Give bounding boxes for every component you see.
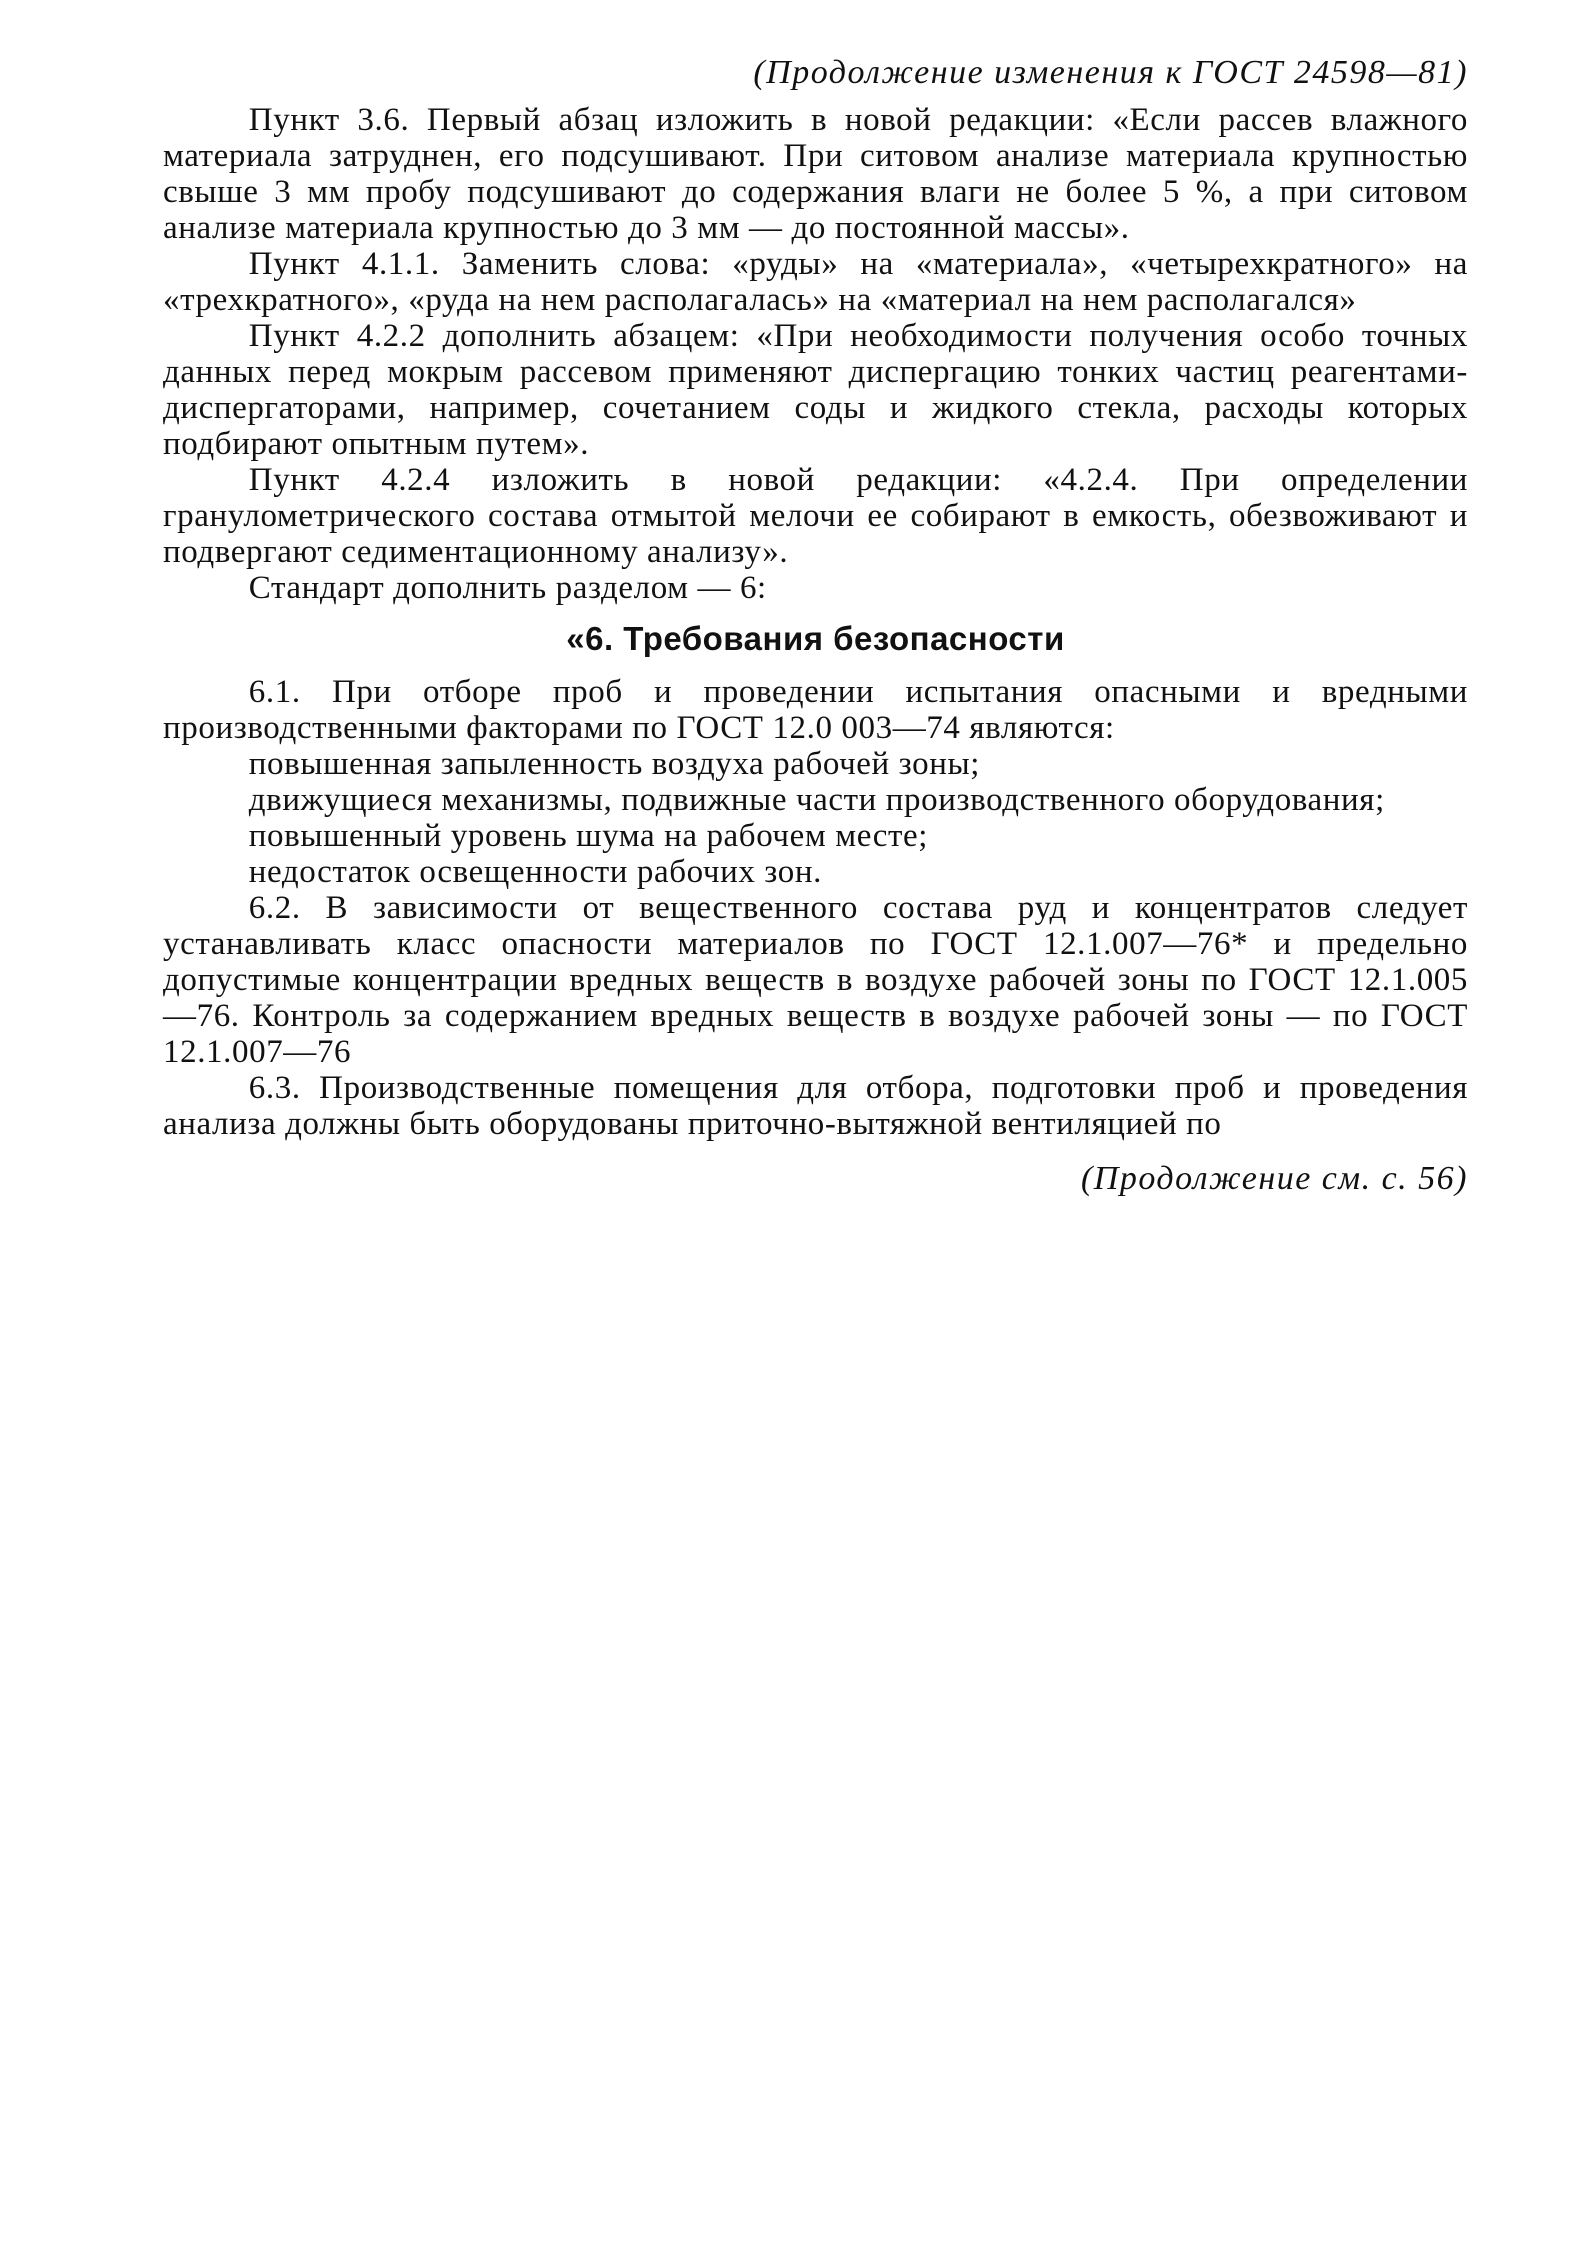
running-header: (Продолжение изменения к ГОСТ 24598—81) xyxy=(753,54,1468,91)
list-item: повышенная запыленность воздуха рабочей зоны; xyxy=(248,746,980,782)
document-page xyxy=(163,50,1468,1202)
paragraph-6-1: 6.1. При отборе проб и проведении испытания опасными и вредными производственными факторами по ГОСТ 12.0 003—74 являются: xyxy=(163,674,1468,746)
paragraph-6-2: 6.2. В зависимости от вещественного состава руд и концентратов следует устанавливать класс опасности материалов по ГОСТ 12.1.007—76* и предельно допустимые концентрации вредных веществ в воздухе рабочей зоны по ГОСТ 12.1.005—76. Контроль за содержанием вредных веществ в воздухе рабочей зоны — по ГОСТ 12.1.007—76 xyxy=(163,890,1468,1070)
list-item: движущиеся механизмы, подвижные части производственного оборудования; xyxy=(248,782,1385,818)
paragraph-4-2-2: Пункт 4.2.2 дополнить абзацем: «При необходимости получения особо точных данных перед мокрым рассевом применяют диспергацию тонких частиц реагентами-диспергаторами, например, сочетанием соды и жидкого стекла, расходы которых подбирают опытным путем». xyxy=(163,318,1468,462)
paragraph-4-1-1: Пункт 4.1.1. Заменить слова: «руды» на «материала», «четырехкратного» на «трехкратного», «руда на нем располагалась» на «материал на нем располагался» xyxy=(163,246,1468,318)
paragraph-section-addition: Стандарт дополнить разделом — 6: xyxy=(248,570,767,606)
list-item: недостаток освещенности рабочих зон. xyxy=(248,854,822,890)
section-title: «6. Требования безопасности xyxy=(566,620,1065,657)
paragraph-3-6: Пункт 3.6. Первый абзац изложить в новой редакции: «Если рассев влажного материала затруднен, его подсушивают. При ситовом анализе материала крупностью свыше 3 мм пробу подсушивают до содержания влаги не более 5 %, а при ситовом анализе материала крупностью до 3 мм — до постоянной массы». xyxy=(163,102,1468,246)
paragraph-4-2-4: Пункт 4.2.4 изложить в новой редакции: «4.2.4. При определении гранулометрического состава отмытой мелочи ее собирают в емкость, обезвоживают и подвергают седиментационному анализу». xyxy=(163,462,1468,570)
paragraph-6-3: 6.3. Производственные помещения для отбора, подготовки проб и проведения анализа должны быть оборудованы приточно-вытяжной вентиляцией по xyxy=(163,1070,1468,1142)
list-item: повышенный уровень шума на рабочем месте; xyxy=(248,818,929,854)
continuation-footer: (Продолжение см. с. 56) xyxy=(1080,1160,1468,1197)
